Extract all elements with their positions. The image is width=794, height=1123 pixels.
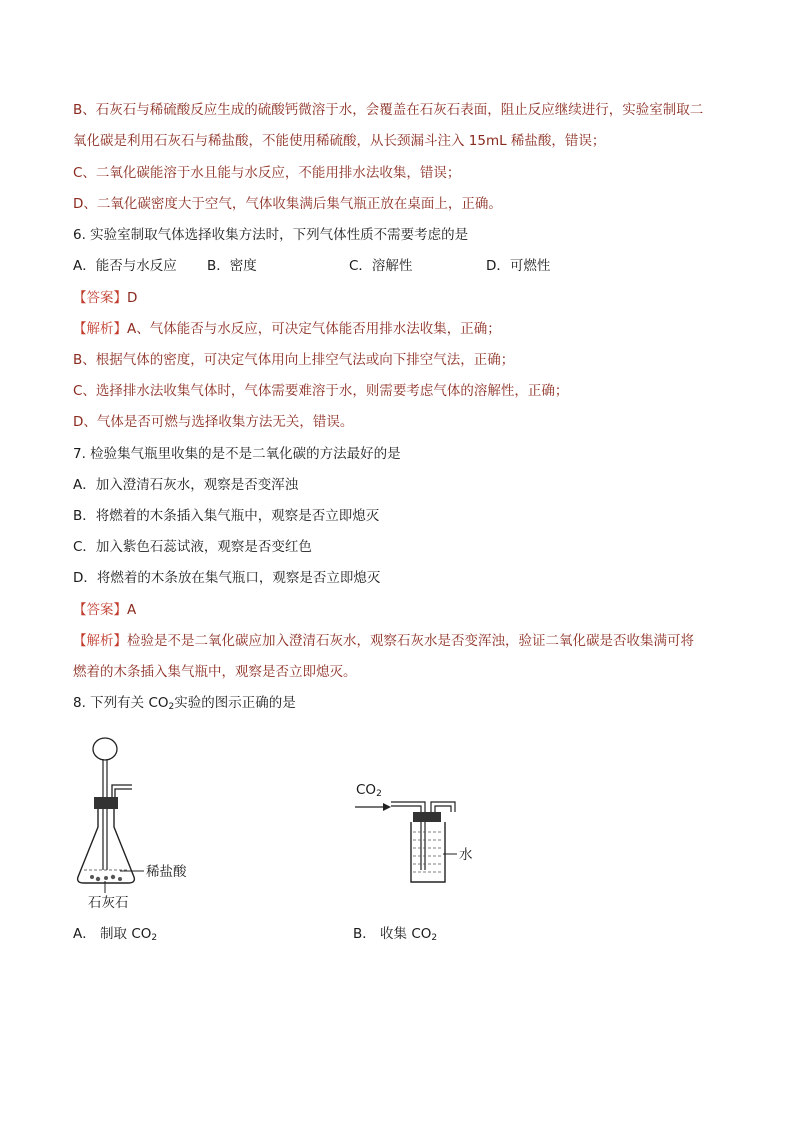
q6-answer — [73, 288, 137, 308]
caption-b — [353, 924, 437, 948]
caption-b-text: B． 收集 CO — [353, 926, 432, 942]
q6-answer-value: D — [127, 290, 138, 306]
answer-tag: 【答案】 — [73, 290, 127, 306]
answer-tag: 【答案】 — [73, 602, 127, 618]
question-8 — [73, 693, 296, 717]
analysis-tag: 【解析】 — [73, 633, 127, 649]
q6-option-a: A．能否与水反应 — [73, 258, 177, 274]
explanation-c: C、二氧化碳能溶于水且能与水反应，不能用排水法收集，错误； — [73, 165, 461, 181]
q7-answer — [73, 600, 136, 620]
limestone-pieces — [90, 875, 122, 881]
q8-text-prefix: 8. 下列有关 CO — [73, 695, 169, 711]
q7-analysis-1-text: 检验是不是二氧化碳应加入澄清石灰水，观察石灰水是否变浑浊，验证二氧化碳是否收集满可将 — [127, 633, 694, 649]
q6-analysis-3: C、选择排水法收集气体时，气体需要难溶于水，则需要考虑气体的溶解性，正确； — [73, 383, 569, 399]
q6-analysis-1-text: A、气体能否与水反应，可决定气体能否用排水法收集，正确； — [127, 321, 501, 337]
label-water: 水 — [459, 847, 473, 863]
q7-answer-value: A — [127, 602, 137, 618]
explanation-b-line2: 氧化碳是利用石灰石与稀盐酸，不能使用稀硫酸，从长颈漏斗注入 15mL 稀盐酸，错误； — [73, 133, 606, 149]
q6-option-b: B．密度 — [207, 258, 257, 274]
q8-text-sub: 2 — [168, 702, 175, 712]
question-7: 7. 检验集气瓶里收集的是不是二氧化碳的方法最好的是 — [73, 446, 401, 462]
q6-option-c: C．溶解性 — [349, 258, 413, 274]
label-co2-text: CO — [356, 782, 377, 798]
q7-option-c: C．加入紫色石蕊试液，观察是否变红色 — [73, 539, 312, 555]
q7-analysis-1 — [73, 631, 694, 651]
q6-analysis-2: B、根据气体的密度，可决定气体用向上排空气法或向下排空气法，正确； — [73, 352, 515, 368]
analysis-tag: 【解析】 — [73, 321, 127, 337]
q8-text-suffix: 实验的图示正确的是 — [174, 695, 296, 711]
flask-body — [78, 809, 135, 883]
explanation-b-line1: B、石灰石与稀硫酸反应生成的硫酸钙微溶于水，会覆盖在石灰石表面，阻止反应继续进行，实验室制取二 — [73, 102, 704, 118]
water-fill — [413, 832, 443, 872]
q6-analysis-4: D、气体是否可燃与选择收集方法无关，错误。 — [73, 414, 354, 430]
label-co2-sub: 2 — [376, 789, 382, 799]
question-6: 6. 实验室制取气体选择收集方法时，下列气体性质不需要考虑的是 — [73, 227, 469, 243]
q6-analysis-1 — [73, 319, 501, 339]
q7-option-b: B．将燃着的木条插入集气瓶中，观察是否立即熄灭 — [73, 508, 380, 524]
stopper — [94, 797, 118, 809]
delivery-tube-inner — [115, 789, 132, 797]
bottle-body — [411, 822, 445, 882]
q7-option-d: D．将燃着的木条放在集气瓶口，观察是否立即熄灭 — [73, 570, 381, 586]
funnel-bulb — [93, 738, 117, 760]
gas-arrow-head — [383, 803, 391, 811]
caption-a — [73, 924, 157, 948]
q7-analysis-2: 燃着的木条插入集气瓶中，观察是否立即熄灭。 — [73, 664, 357, 680]
q6-option-d: D．可燃性 — [486, 258, 551, 274]
label-dilute-hcl: 稀盐酸 — [146, 864, 187, 880]
caption-b-sub: 2 — [431, 933, 438, 943]
label-co2-inlet — [356, 780, 382, 804]
figure-a-generator — [60, 735, 210, 915]
label-limestone: 石灰石 — [88, 895, 129, 911]
caption-a-text: A． 制取 CO — [73, 926, 152, 942]
figure-b-collector — [355, 790, 475, 890]
bottle-stopper — [413, 812, 441, 822]
explanation-d: D、二氧化碳密度大于空气，气体收集满后集气瓶正放在桌面上，正确。 — [73, 196, 502, 212]
q7-option-a: A．加入澄清石灰水，观察是否变浑浊 — [73, 477, 299, 493]
caption-a-sub: 2 — [151, 933, 158, 943]
